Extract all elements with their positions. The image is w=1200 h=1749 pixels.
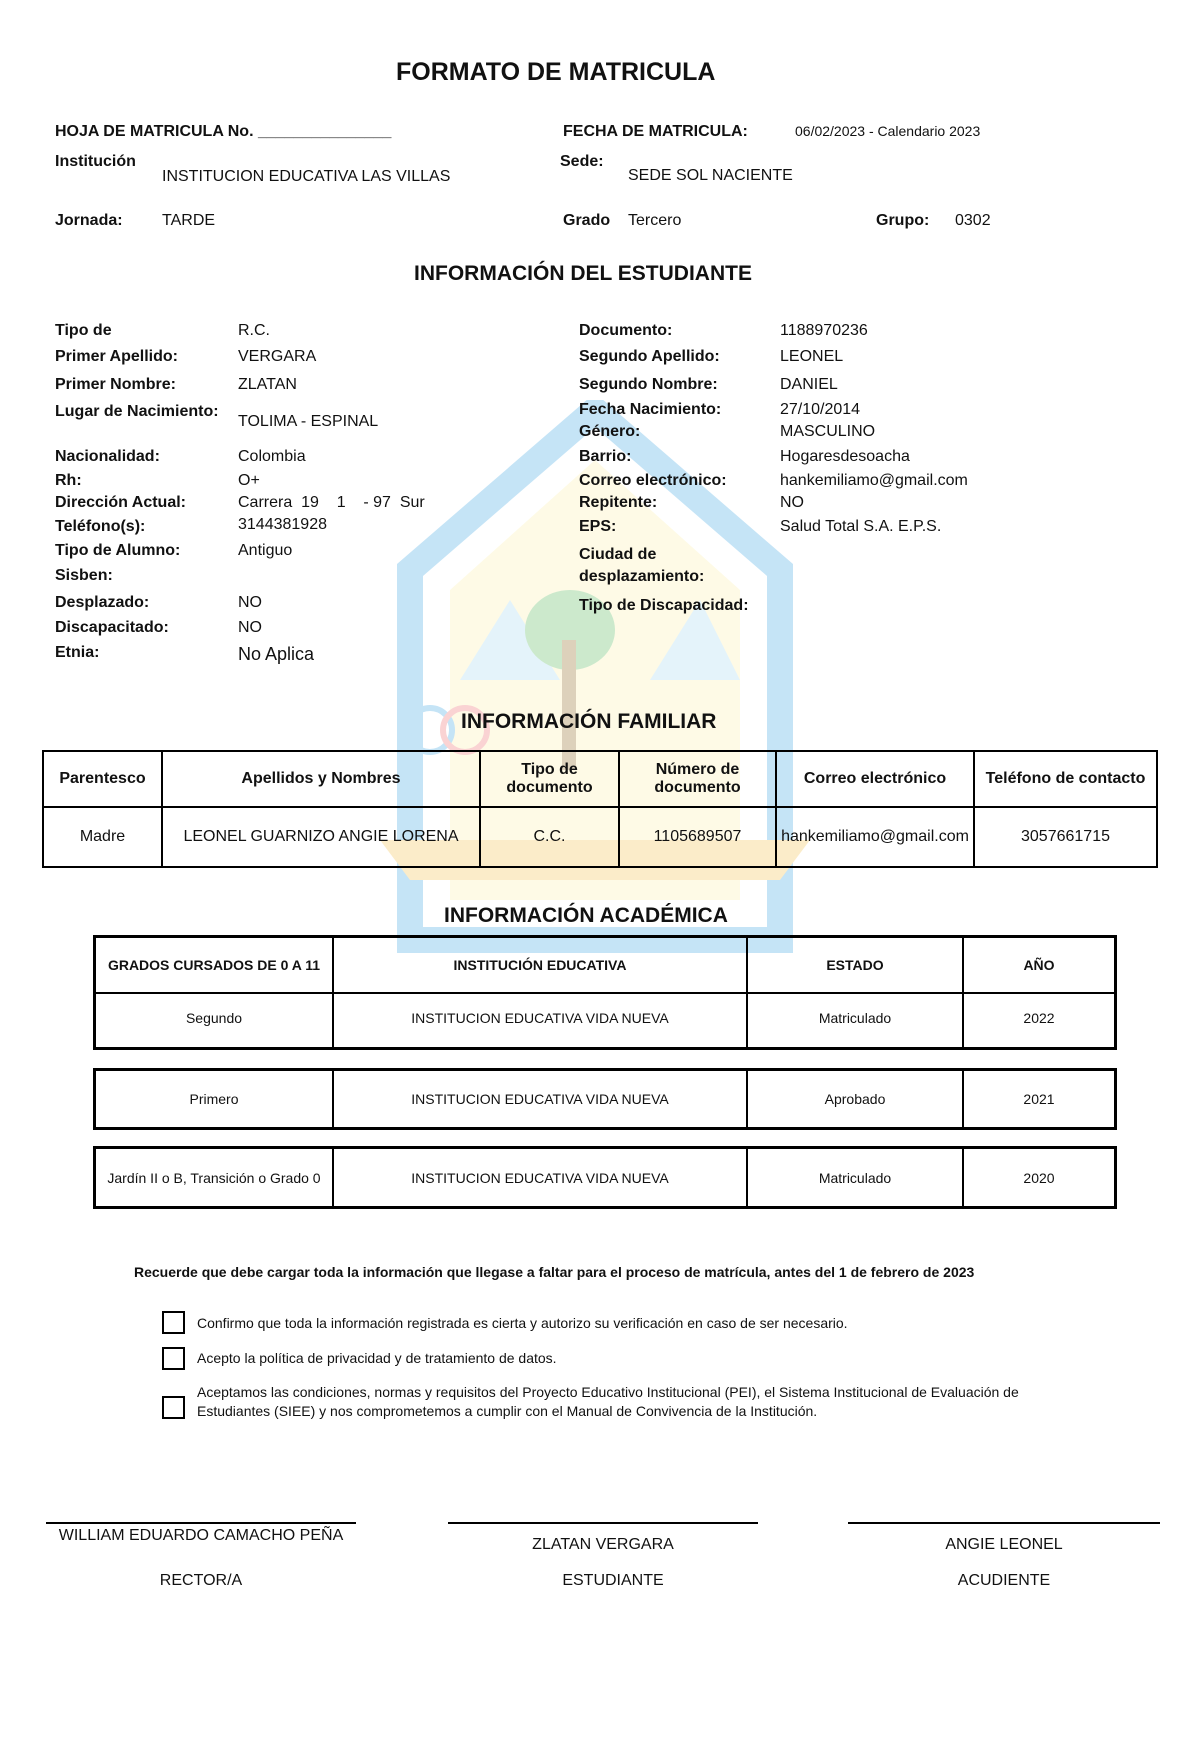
student-left-label: Teléfono(s): bbox=[55, 518, 146, 535]
student-right-label: Barrio: bbox=[579, 448, 632, 465]
accept-conditions-label: Aceptamos las condiciones, normas y requisitos del Proyecto Educativo Institucional (PEI), el Sistema Institucional de Evaluación de Estudiantes (SIEE) y nos comprometemos a cumplir con el Manual de Convivencia de la Institución. bbox=[197, 1384, 1019, 1419]
student-section-title: INFORMACIÓN DEL ESTUDIANTE bbox=[414, 262, 752, 285]
academic-header-cell: ESTADO bbox=[748, 938, 964, 992]
student-left-value: NO bbox=[238, 619, 262, 636]
academic-cell: 2021 bbox=[1023, 1091, 1055, 1107]
family-header-cell: Correo electrónico bbox=[776, 751, 974, 807]
student-left-label: Nacionalidad: bbox=[55, 448, 160, 465]
confirm-info-label: Confirmo que toda la información registrada es cierta y autorizo su verificación en caso de ser necesario. bbox=[197, 1315, 848, 1331]
student-left-label: Lugar de Nacimiento: bbox=[55, 403, 219, 420]
family-table bbox=[42, 750, 1158, 868]
student-left-value: 3144381928 bbox=[238, 516, 327, 533]
student-left-value: NO bbox=[238, 594, 262, 611]
rector-role: RECTOR/A bbox=[159, 1572, 243, 1589]
academic-cell: Matriculado bbox=[748, 989, 964, 1047]
academic-header-cell: INSTITUCIÓN EDUCATIVA bbox=[334, 938, 748, 992]
academic-cell: 2020 bbox=[1023, 1169, 1055, 1186]
academic-header-cell: AÑO bbox=[1023, 957, 1055, 973]
student-right-label: Segundo Nombre: bbox=[579, 376, 718, 393]
hoja-matricula-label: HOJA DE MATRICULA No. _______________ bbox=[55, 123, 392, 140]
student-left-value: ZLATAN bbox=[238, 376, 297, 393]
student-left-value: Carrera 19 1 - 97 Sur bbox=[238, 494, 425, 511]
student-left-value: TOLIMA - ESPINAL bbox=[238, 413, 379, 430]
reminder-text: Recuerde que debe cargar toda la información que llegase a faltar para el proceso de matrícula, antes del 1 de febrero de 2023 bbox=[134, 1264, 975, 1280]
academic-header-cell: GRADOS CURSADOS DE 0 A 11 bbox=[96, 938, 334, 992]
jornada-value: TARDE bbox=[162, 212, 216, 229]
student-left-value: Colombia bbox=[238, 448, 306, 465]
student-right-value: LEONEL bbox=[780, 348, 844, 365]
student-left-value: O+ bbox=[238, 472, 260, 489]
student-left-value: VERGARA bbox=[238, 348, 317, 365]
student-right-label: Fecha Nacimiento: bbox=[579, 401, 722, 418]
family-header-cell: Número de documento bbox=[619, 751, 776, 807]
academic-cell: INSTITUCION EDUCATIVA VIDA NUEVA bbox=[334, 989, 748, 1047]
student-left-label: Sisben: bbox=[55, 567, 113, 584]
family-cell: LEONEL GUARNIZO ANGIE LORENA bbox=[162, 807, 480, 867]
student-left-label: Rh: bbox=[55, 472, 82, 489]
institucion-value: INSTITUCION EDUCATIVA LAS VILLAS bbox=[162, 168, 451, 185]
institucion-label: Institución bbox=[55, 153, 136, 170]
student-right-label: Tipo de Discapacidad: bbox=[579, 597, 749, 614]
grupo-value: 0302 bbox=[955, 212, 991, 229]
student-right-value: hankemiliamo@gmail.com bbox=[780, 472, 968, 489]
student-left-value: Antiguo bbox=[238, 542, 293, 559]
academic-cell: Primero bbox=[96, 1071, 334, 1127]
student-right-label: EPS: bbox=[579, 518, 617, 535]
student-left-label: Primer Apellido: bbox=[55, 348, 178, 365]
signature-line bbox=[46, 1522, 356, 1524]
confirm-info-checkbox[interactable] bbox=[162, 1311, 185, 1334]
student-left-label: Tipo de Alumno: bbox=[55, 542, 181, 559]
academic-cell: 2022 bbox=[1023, 1010, 1055, 1026]
academic-section-title: INFORMACIÓN ACADÉMICA bbox=[444, 904, 728, 927]
signature-line bbox=[848, 1522, 1160, 1524]
fecha-matricula-label: FECHA DE MATRICULA: bbox=[563, 123, 748, 140]
academic-cell: Jardín II o B, Transición o Grado 0 bbox=[96, 1149, 334, 1206]
table-row bbox=[93, 989, 1117, 1050]
student-left-label: Tipo de bbox=[55, 322, 112, 339]
academic-cell: Matriculado bbox=[748, 1149, 964, 1206]
signature-line bbox=[448, 1522, 758, 1524]
sede-label: Sede: bbox=[560, 153, 604, 170]
student-left-label: Desplazado: bbox=[55, 594, 150, 611]
guardian-signature-role: ACUDIENTE bbox=[957, 1572, 1051, 1589]
grado-value: Tercero bbox=[628, 212, 682, 229]
family-cell: C.C. bbox=[480, 807, 619, 867]
academic-cell: INSTITUCION EDUCATIVA VIDA NUEVA bbox=[334, 1071, 748, 1127]
student-signature-name: ZLATAN VERGARA bbox=[532, 1536, 674, 1553]
student-right-label: Ciudad de desplazamiento: bbox=[579, 546, 705, 585]
student-right-value: Salud Total S.A. E.P.S. bbox=[780, 518, 942, 535]
student-left-value: R.C. bbox=[238, 322, 270, 339]
student-signature-role: ESTUDIANTE bbox=[562, 1572, 664, 1589]
student-right-value: 27/10/2014 bbox=[780, 401, 861, 418]
student-left-label: Discapacitado: bbox=[55, 619, 169, 636]
student-left-label: Primer Nombre: bbox=[55, 376, 176, 393]
academic-cell: INSTITUCION EDUCATIVA VIDA NUEVA bbox=[334, 1149, 748, 1206]
family-header-cell: Apellidos y Nombres bbox=[162, 751, 480, 807]
family-header-cell: Tipo de documento bbox=[480, 751, 619, 807]
student-left-label: Dirección Actual: bbox=[55, 494, 186, 511]
academic-cell: Aprobado bbox=[748, 1071, 964, 1127]
fecha-matricula-value: 06/02/2023 - Calendario 2023 bbox=[795, 123, 981, 139]
student-right-value: NO bbox=[780, 494, 804, 511]
table-row bbox=[43, 807, 1157, 867]
family-section-title: INFORMACIÓN FAMILIAR bbox=[461, 710, 717, 733]
student-left-value: No Aplica bbox=[238, 644, 315, 664]
student-left-label: Etnia: bbox=[55, 644, 100, 661]
privacy-policy-checkbox[interactable] bbox=[162, 1347, 185, 1370]
family-cell: Madre bbox=[43, 807, 162, 867]
family-cell: hankemiliamo@gmail.com bbox=[776, 807, 974, 867]
academic-header-row bbox=[93, 935, 1117, 994]
family-cell: 1105689507 bbox=[619, 807, 776, 867]
family-header-cell: Parentesco bbox=[43, 751, 162, 807]
student-right-value: DANIEL bbox=[780, 376, 838, 393]
guardian-signature-name: ANGIE LEONEL bbox=[945, 1536, 1063, 1553]
academic-cell: Segundo bbox=[96, 989, 334, 1047]
grado-label: Grado bbox=[563, 212, 611, 229]
student-right-label: Segundo Apellido: bbox=[579, 348, 720, 365]
student-right-label: Documento: bbox=[579, 322, 673, 339]
student-right-label: Género: bbox=[579, 423, 641, 440]
document-title: FORMATO DE MATRICULA bbox=[396, 58, 716, 86]
table-row bbox=[93, 1146, 1117, 1209]
grupo-label: Grupo: bbox=[876, 212, 930, 229]
sede-value: SEDE SOL NACIENTE bbox=[628, 167, 793, 184]
student-right-value: Hogaresdesoacha bbox=[780, 448, 910, 465]
accept-conditions-checkbox[interactable] bbox=[162, 1396, 185, 1419]
jornada-label: Jornada: bbox=[55, 212, 123, 229]
family-cell: 3057661715 bbox=[974, 807, 1157, 867]
rector-name: WILLIAM EDUARDO CAMACHO PEÑA bbox=[58, 1527, 344, 1544]
student-right-label: Correo electrónico: bbox=[579, 472, 727, 489]
family-header-cell: Teléfono de contacto bbox=[974, 751, 1157, 807]
table-row bbox=[93, 1068, 1117, 1130]
student-right-value: 1188970236 bbox=[780, 322, 868, 339]
student-right-label: Repitente: bbox=[579, 494, 658, 511]
student-right-value: MASCULINO bbox=[780, 423, 876, 440]
privacy-policy-label: Acepto la política de privacidad y de tratamiento de datos. bbox=[197, 1350, 557, 1366]
